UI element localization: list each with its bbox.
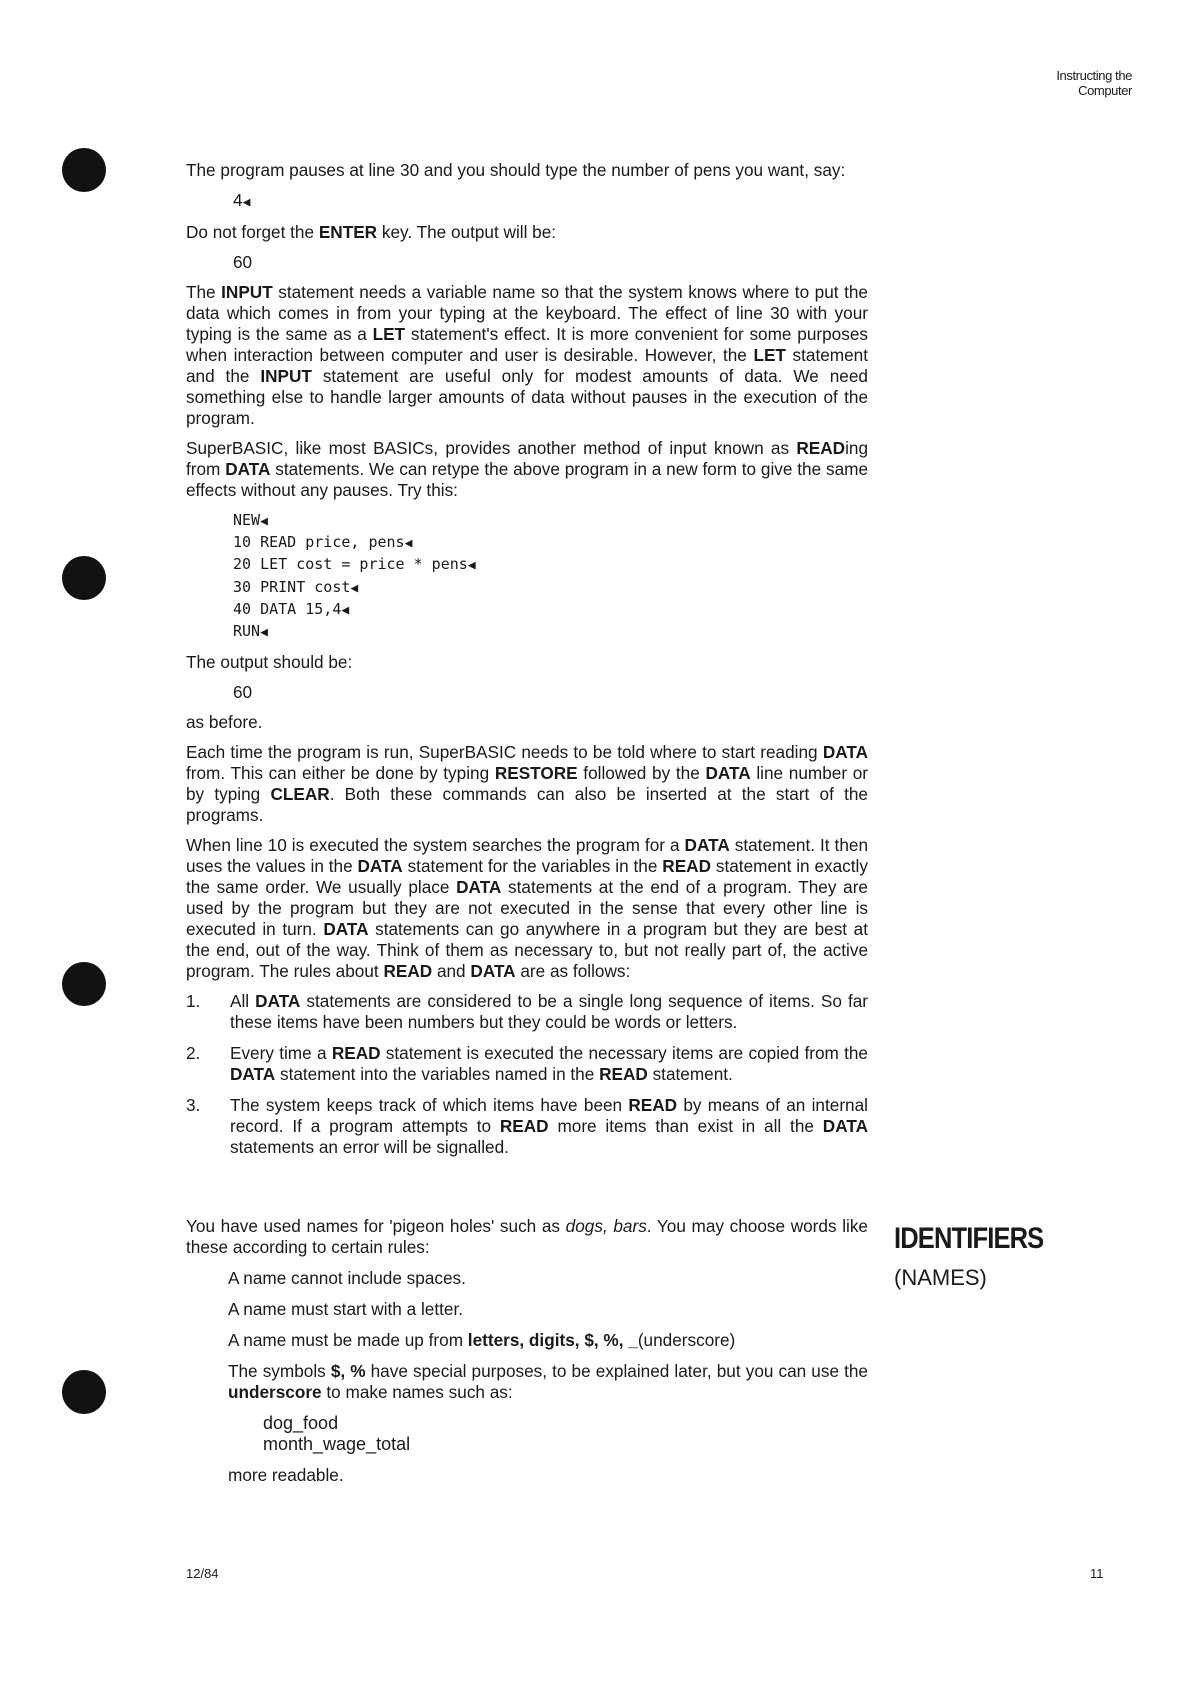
binder-hole: [62, 1370, 106, 1414]
section-heading: IDENTIFIERS: [894, 1222, 1044, 1255]
running-title: Instructing the Computer: [1056, 68, 1132, 98]
binder-hole: [62, 962, 106, 1006]
paragraph: The symbols $, % have special purposes, to be explained later, but you can use the underscore to make names such as:: [228, 1361, 868, 1403]
input-example: 4◀: [233, 190, 251, 210]
example-name: month_wage_total: [263, 1434, 411, 1455]
section-subheading: (NAMES): [894, 1265, 987, 1290]
paragraph: When line 10 is executed the system searches the program for a DATA statement. It then uses the values in the DATA statement for the variables in the READ statement in exactly the same order. We usually place DATA statements at the end of a program. They are used by the program but they are not executed in the sense that every other line is executed in turn. DATA statements can go anywhere in a program but they are best at the end, out of the way. Think of them as necessary to, but not really part of, the active program. The rules about READ and DATA are as follows:: [186, 835, 869, 982]
main-column: [186, 160, 868, 1486]
naming-rule: A name must be made up from letters, digits, $, %, _(underscore): [228, 1330, 736, 1351]
paragraph: The output should be:: [186, 652, 353, 673]
paragraph: Each time the program is run, SuperBASIC needs to be told where to start reading DATA from. This can either be done by typing RESTORE followed by the DATA line number or by typing CLEAR. Both these commands can also be inserted at the start of the programs.: [186, 742, 869, 826]
code-line: 10 READ price, pens◀: [233, 533, 413, 552]
paragraph: more readable.: [228, 1465, 344, 1486]
rules-list: [186, 991, 868, 1158]
binder-hole: [62, 148, 106, 192]
paragraph: The program pauses at line 30 and you should type the number of pens you want, say:: [186, 160, 846, 180]
code-line: 30 PRINT cost◀: [233, 577, 359, 596]
enter-key-icon: ◀: [467, 558, 476, 574]
paragraph: The INPUT statement needs a variable name so that the system knows where to put the data which comes in from your typing at the keyboard. The effect of line 30 with your typing is the same as a LET statement's effect. It is more convenient for some purposes when interaction between computer and user is desirable. However, the LET statement and the INPUT statement are useful only for modest amounts of data. We need something else to handle larger amounts of data without pauses in the execution of the program.: [186, 282, 869, 428]
code-line: 20 LET cost = price * pens◀: [233, 555, 476, 574]
list-item: 1. All DATA statements are considered to be a single long sequence of items. So far these items have been numbers but they could be words or letters.: [186, 991, 868, 1033]
code-line: NEW◀: [233, 511, 268, 529]
footer-date: 12/84: [186, 1566, 219, 1581]
code-block: [186, 510, 868, 643]
paragraph: You have used names for 'pigeon holes' such as dogs, bars. You may choose words like these according to certain rules:: [186, 1216, 868, 1258]
code-line: 40 DATA 15,4◀: [233, 599, 350, 618]
enter-key-icon: ◀: [404, 536, 413, 552]
list-item: 2. Every time a READ statement is executed the necessary items are copied from the DATA statement into the variables named in the READ statement.: [186, 1043, 868, 1085]
paragraph: Do not forget the ENTER key. The output will be:: [186, 222, 557, 242]
paragraph: SuperBASIC, like most BASICs, provides another method of input known as READing from DATA statements. We can retype the above program in a new form to give the same effects without any pauses. Try this:: [186, 438, 869, 500]
program-output: 60: [233, 252, 253, 272]
paragraph: as before.: [186, 712, 263, 733]
page-number: 11: [1090, 1566, 1104, 1581]
enter-key-icon: ◀: [350, 580, 359, 596]
enter-key-icon: ◀: [260, 514, 268, 529]
binder-hole: [62, 556, 106, 600]
code-line: RUN◀: [233, 622, 268, 641]
naming-rule: A name must start with a letter.: [228, 1299, 463, 1320]
naming-rule: A name cannot include spaces.: [228, 1268, 466, 1289]
enter-key-icon: ◀: [260, 625, 268, 641]
enter-key-icon: ◀: [341, 602, 350, 618]
list-item: 3. The system keeps track of which items have been READ by means of an internal record. If a program attempts to READ more items than exist in all the DATA statements an error will be signalled.: [186, 1095, 868, 1158]
example-name: dog_food: [263, 1413, 339, 1434]
program-output: 60: [233, 682, 253, 703]
enter-key-icon: ◀: [242, 195, 251, 210]
